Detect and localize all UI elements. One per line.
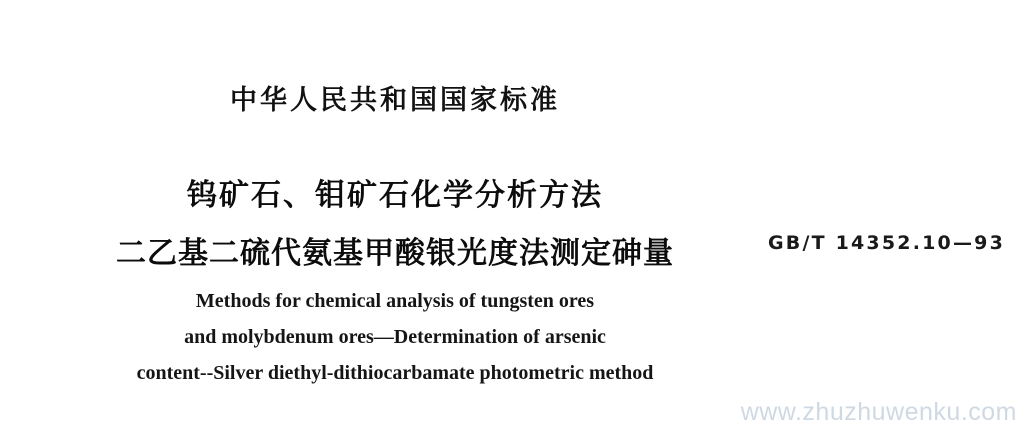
- english-title-line-3: content--Silver diethyl-dithiocarbamate photometric method: [136, 362, 654, 384]
- standard-code: GB/T 14352.10—93: [768, 232, 1005, 254]
- watermark-text: www.zhuzhuwenku.com: [740, 398, 1017, 426]
- chinese-title-line-1: 钨矿石、钼矿石化学分析方法: [187, 178, 603, 213]
- english-title-line-1: Methods for chemical analysis of tungsten ores: [195, 290, 595, 312]
- chinese-national-standard-header: 中华人民共和国国家标准: [230, 85, 560, 116]
- chinese-title-line-2: 二乙基二硫代氨基甲酸银光度法测定砷量: [116, 236, 674, 271]
- english-title-line-2: and molybdenum ores—Determination of arsenic: [184, 326, 606, 348]
